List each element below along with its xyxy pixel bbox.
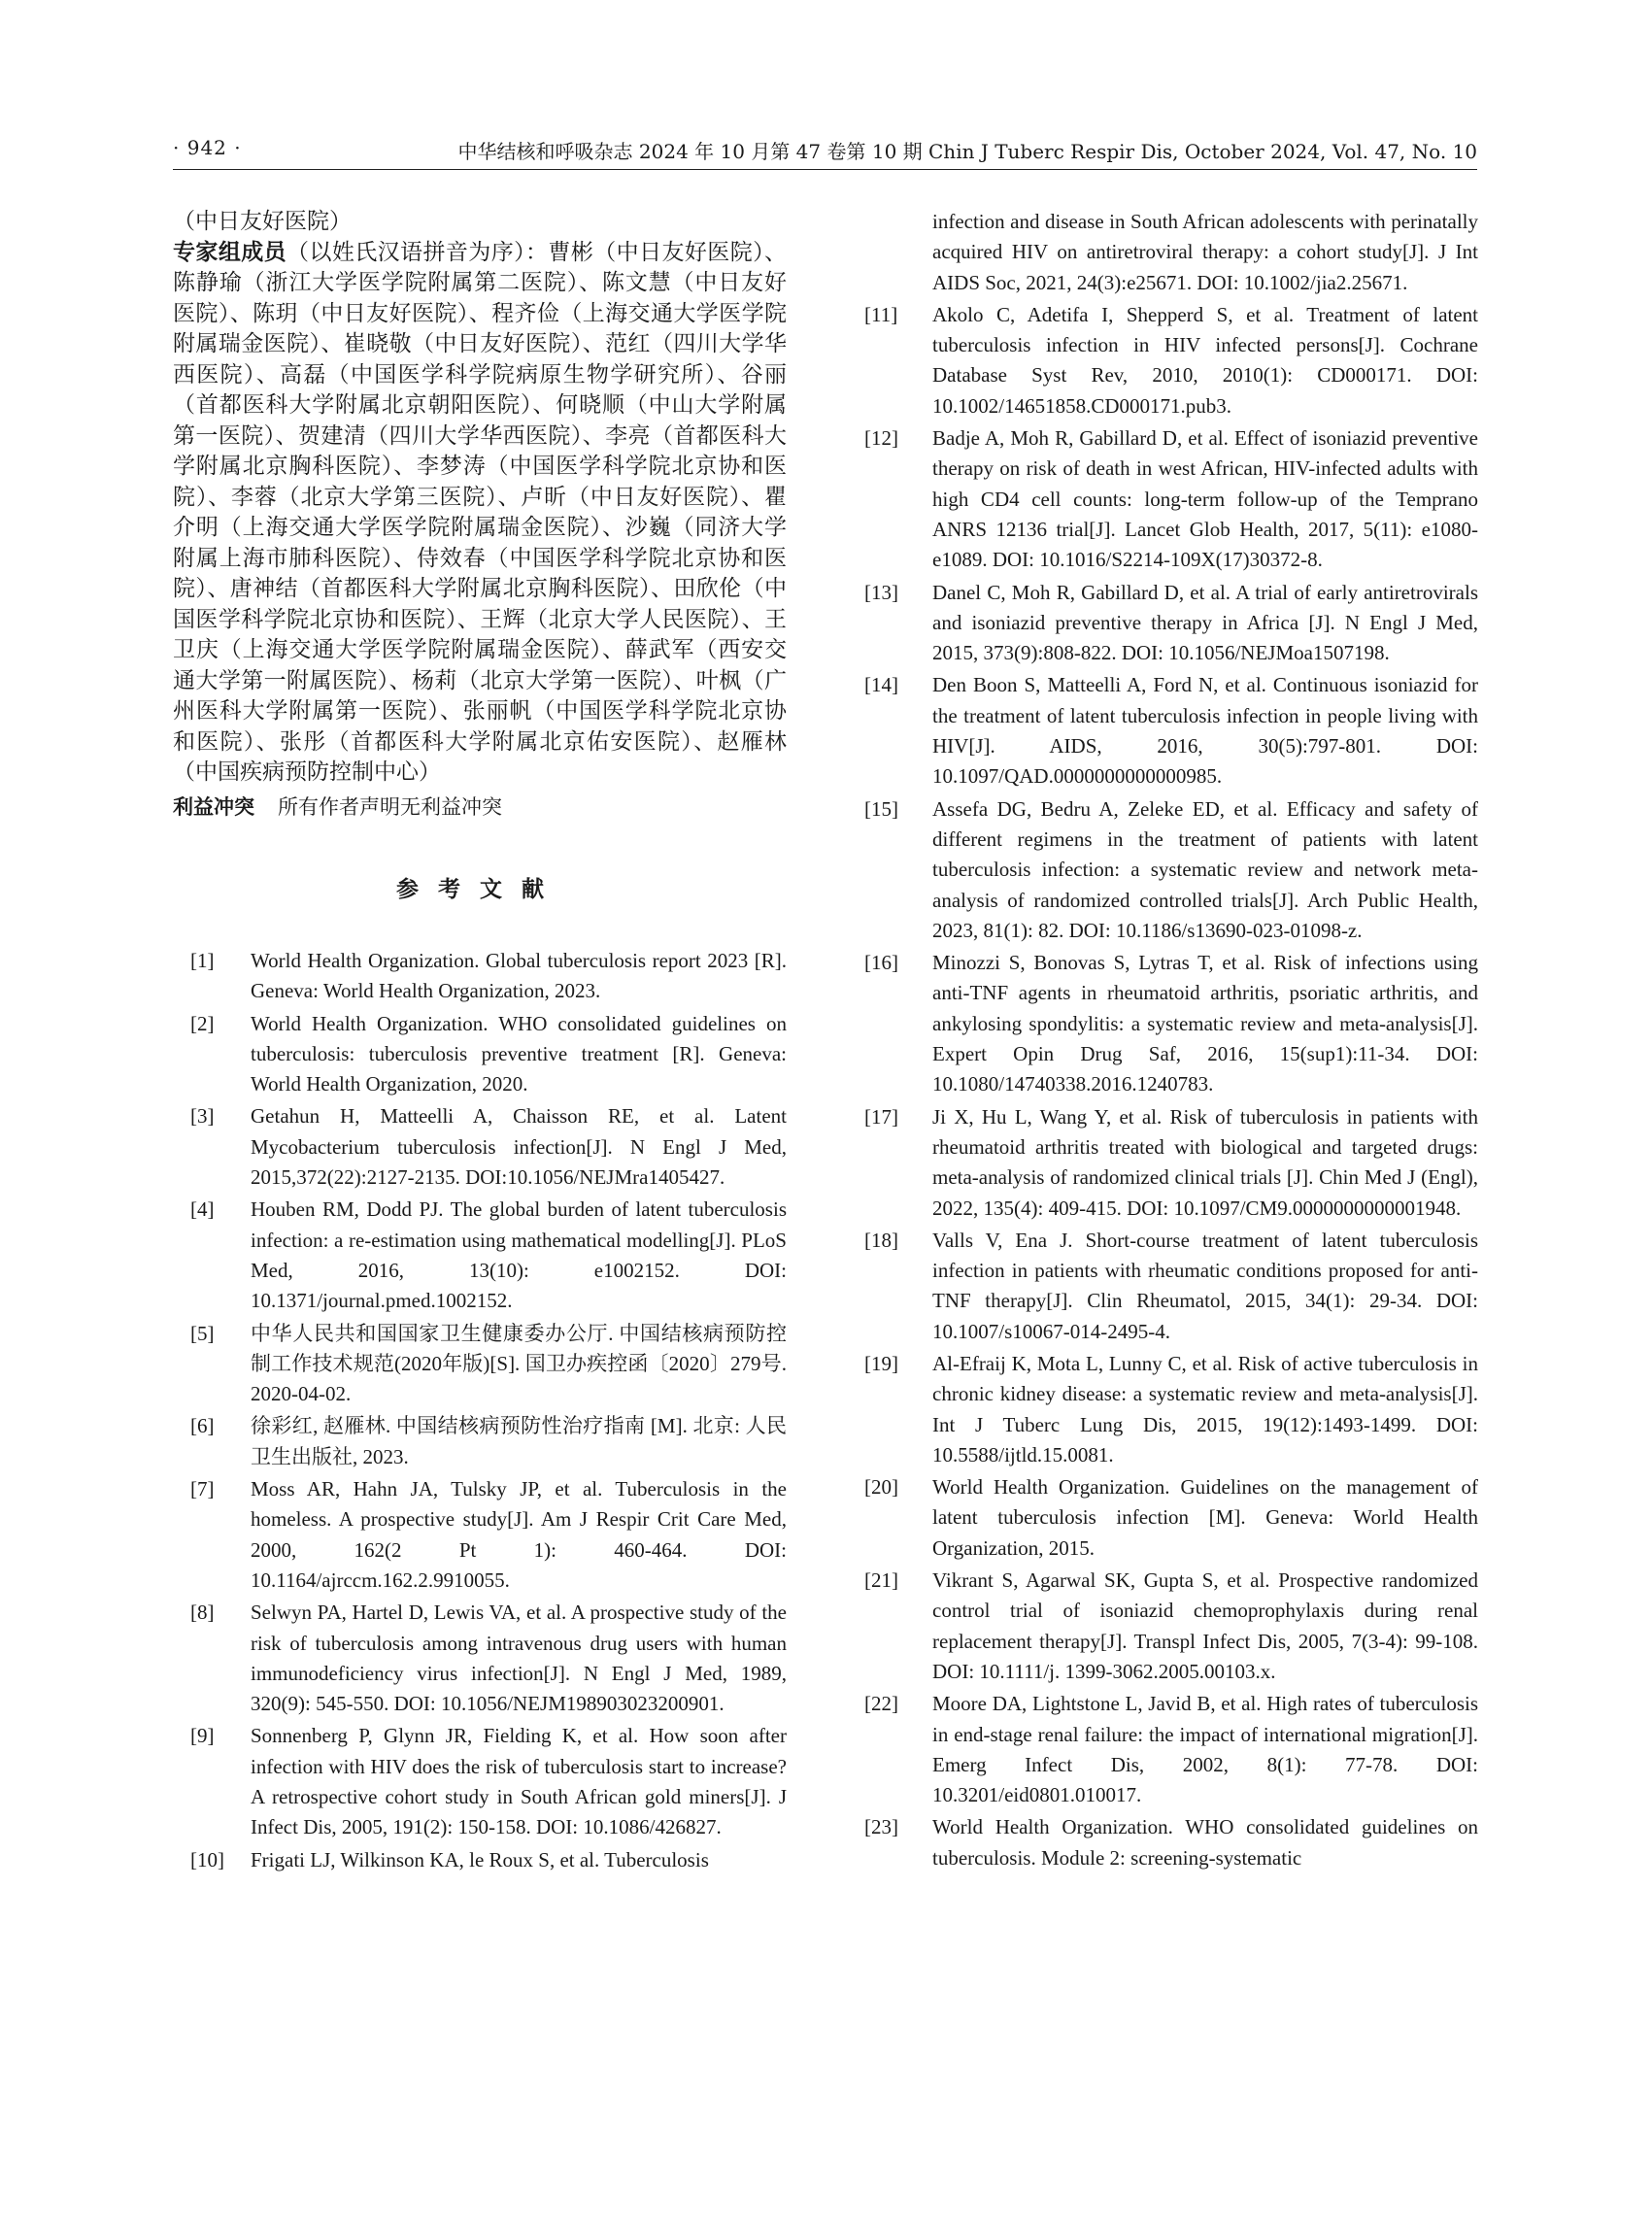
- reference-item: [864, 1566, 1478, 1687]
- reference-text: Akolo C, Adetifa I, Shepperd S, et al. Treatment of latent tuberculosis infection in HIV infected persons[J]. Cochrane Database Syst Rev, 2010, 2010(1): CD000171. DOI: 10.1002/14651858.CD000171.pub3.: [932, 302, 1478, 418]
- reference-item: [173, 1411, 787, 1472]
- reference-item: [173, 1474, 787, 1596]
- reference-text: Moss AR, Hahn JA, Tulsky JP, et al. Tuberculosis in the homeless. A prospective study[J]. Am J Respir Crit Care Med, 2000, 162(2 Pt 1): 460-464. DOI: 10.1164/ajrccm.162.2.9910055.: [251, 1477, 787, 1592]
- reference-number: [19]: [864, 1351, 898, 1375]
- reference-number: [2]: [190, 1011, 215, 1035]
- reference-number: [12]: [864, 426, 898, 451]
- reference-text: World Health Organization. WHO consolidated guidelines on tuberculosis: tuberculosis preventive treatment [R]. Geneva: World Health Organization, 2020.: [251, 1011, 787, 1096]
- reference-item: [864, 1349, 1478, 1470]
- reference-text: Vikrant S, Agarwal SK, Gupta S, et al. Prospective randomized control trial of isoniazid chemoprophylaxis during renal replacement therapy[J]. Transpl Infect Dis, 2005, 7(3-4): 99-108. DOI: 10.1111/j. 1399-3062.2005.00103.x.: [932, 1568, 1478, 1683]
- reference-text: Minozzi S, Bonovas S, Lytras T, et al. Risk of infections using anti-TNF agents in rheumatoid arthritis, psoriatic arthritis, and ankylosing spondylitis: a systematic review and meta-analysis[J]. Expert Opin Drug Saf, 2016, 15(sup1):11-34. DOI: 10.1080/14740338.2016.1240783.: [932, 951, 1478, 1096]
- reference-text: Danel C, Moh R, Gabillard D, et al. A trial of early antiretrovirals and isoniazid preventive therapy in Africa [J]. N Engl J Med, 2015, 373(9):808-822. DOI: 10.1056/NEJMoa1507198.: [932, 580, 1478, 665]
- reference-item: [173, 1009, 787, 1100]
- left-column: [173, 207, 787, 1877]
- reference-text: 中华人民共和国国家卫生健康委办公厅. 中国结核病预防控制工作技术规范(2020年版)[S]. 国卫办疾控函〔2020〕279号. 2020-04-02.: [251, 1321, 787, 1406]
- expert-panel-label: 专家组成员: [173, 239, 287, 265]
- reference-list-right: [864, 300, 1478, 1873]
- reference-number: [3]: [190, 1104, 215, 1129]
- reference-number: [11]: [864, 302, 898, 326]
- reference-number: [20]: [864, 1475, 898, 1500]
- reference-10-continuation: infection and disease in South African adolescents with perinatally acquired HIV on antiretroviral therapy: a cohort study[J]. J Int AIDS Soc, 2021, 24(3):e25671. DOI: 10.1002/jia2.25671.: [932, 210, 1478, 294]
- reference-text: Getahun H, Matteelli A, Chaisson RE, et al. Latent Mycobacterium tuberculosis infection[J]. N Engl J Med, 2015,372(22):2127-2135. DOI:10.1056/NEJMra1405427.: [251, 1104, 787, 1190]
- reference-item: [864, 300, 1478, 421]
- reference-number: [6]: [190, 1414, 215, 1438]
- reference-text: Moore DA, Lightstone L, Javid B, et al. High rates of tuberculosis in end-stage renal failure: the impact of international migration[J]. Emerg Infect Dis, 2002, 8(1): 77-78. DOI: 10.3201/eid0801.010017.: [932, 1692, 1478, 1807]
- reference-item: [173, 1195, 787, 1316]
- reference-text: Selwyn PA, Hartel D, Lewis VA, et al. A prospective study of the risk of tuberculosis among intravenous drug users with human immunodeficiency virus infection[J]. N Engl J Med, 1989, 320(9): 545-550. DOI: 10.1056/NEJM198903023200901.: [251, 1601, 787, 1716]
- reference-text: Ji X, Hu L, Wang Y, et al. Risk of tuberculosis in patients with rheumatoid arthritis treated with biological and targeted drugs: meta-analysis of randomized clinical trials [J]. Chin Med J (Engl), 2022, 135(4): 409-415. DOI: 10.1097/CM9.0000000000001948.: [932, 1104, 1478, 1220]
- reference-item: [864, 1226, 1478, 1347]
- reference-item: [173, 946, 787, 1007]
- reference-number: [7]: [190, 1477, 215, 1501]
- reference-item: [864, 794, 1478, 946]
- reference-item: [864, 1102, 1478, 1224]
- reference-number: [10]: [190, 1847, 224, 1871]
- right-column: [864, 207, 1478, 1875]
- reference-number: [13]: [864, 580, 898, 604]
- reference-number: [14]: [864, 673, 898, 697]
- reference-number: [23]: [864, 1815, 898, 1839]
- running-header: [173, 136, 1477, 170]
- reference-item: [864, 578, 1478, 669]
- reference-text: Valls V, Ena J. Short-course treatment of latent tuberculosis infection in patients with rheumatic conditions proposed for anti-TNF therapy[J]. Clin Rheumatol, 2015, 34(1): 29-34. DOI: 10.1007/s10067-014-2495-4.: [932, 1228, 1478, 1343]
- reference-item: [173, 1845, 787, 1875]
- page-number: · 942 ·: [173, 136, 242, 159]
- reference-text: World Health Organization. Guidelines on the management of latent tuberculosis infection [M]. Geneva: World Health Organization, 2015.: [932, 1475, 1478, 1560]
- reference-number: [15]: [864, 796, 898, 821]
- reference-number: [22]: [864, 1692, 898, 1716]
- reference-item: [173, 1721, 787, 1842]
- reference-item: [173, 1101, 787, 1193]
- journal-citation: 中华结核和呼吸杂志 2024 年 10 月第 47 卷第 10 期 Chin J Tuberc Respir Dis, October 2024, Vol. 47, No. 10: [457, 140, 1477, 163]
- reference-item: [864, 1812, 1478, 1873]
- coi-label: 利益冲突: [173, 794, 254, 819]
- reference-text: Frigati LJ, Wilkinson KA, le Roux S, et al. Tuberculosis: [251, 1847, 709, 1871]
- references-heading: 参考文献: [396, 877, 563, 902]
- reference-item: [173, 1319, 787, 1410]
- reference-number: [8]: [190, 1601, 215, 1625]
- reference-text: Al-Efraij K, Mota L, Lunny C, et al. Risk of active tuberculosis in chronic kidney disease: a systematic review and meta-analysis[J]. Int J Tuberc Lung Dis, 2015, 19(12):1493-1499. DOI: 10.5588/ijtld.15.0081.: [932, 1351, 1478, 1466]
- coi-text: 所有作者声明无利益冲突: [278, 794, 502, 819]
- reference-text: World Health Organization. Global tuberculosis report 2023 [R]. Geneva: World Health Organization, 2023.: [251, 949, 787, 1003]
- reference-item: [864, 948, 1478, 1099]
- conflict-of-interest: [173, 792, 787, 824]
- reference-number: [16]: [864, 951, 898, 975]
- reference-number: [18]: [864, 1228, 898, 1252]
- reference-number: [17]: [864, 1104, 898, 1129]
- reference-number: [1]: [190, 949, 215, 972]
- reference-number: [21]: [864, 1568, 898, 1593]
- reference-text: Assefa DG, Bedru A, Zeleke ED, et al. Efficacy and safety of different regimens in the treatment of patients with latent tuberculosis infection: a systematic review and network meta-analysis of randomized controlled trials[J]. Arch Public Health, 2023, 81(1): 82. DOI: 10.1186/s13690-023-01098-z.: [932, 796, 1478, 942]
- reference-number: [4]: [190, 1197, 215, 1222]
- reference-number: [9]: [190, 1724, 215, 1748]
- reference-item: [864, 423, 1478, 575]
- reference-number: [5]: [190, 1321, 215, 1345]
- reference-text: Houben RM, Dodd PJ. The global burden of latent tuberculosis infection: a re-estimation using mathematical modelling[J]. PLoS Med, 2016, 13(10): e1002152. DOI: 10.1371/journal.pmed.1002152.: [251, 1197, 787, 1313]
- expert-panel-text: （以姓氏汉语拼音为序）：曹彬（中日友好医院）、陈静瑜（浙江大学医学院附属第二医院）、陈文慧（中日友好医院）、陈玥（中日友好医院）、程齐俭（上海交通大学医学院附属瑞金医院）、崔晓敬（中日友好医院）、范红（四川大学华西医院）、高磊（中国医学科学院病原生物学研究所）、谷丽（首都医科大学附属北京朝阳医院）、何晓顺（中山大学附属第一医院）、贺建清（四川大学华西医院）、李亮（首都医科大学附属北京胸科医院）、李梦涛（中国医学科学院北京协和医院）、李蓉（北京大学第三医院）、卢昕（中日友好医院）、瞿介明（上海交通大学医学院附属瑞金医院）、沙巍（同济大学附属上海市肺科医院）、侍效春（中国医学科学院北京协和医院）、唐神结（首都医科大学附属北京胸科医院）、田欣伦（中国医学科学院北京协和医院）、王辉（北京大学人民医院）、王卫庆（上海交通大学医学院附属瑞金医院）、薛武军（西安交通大学第一附属医院）、杨莉（北京大学第一医院）、叶枫（广州医科大学附属第一医院）、张丽帆（中国医学科学院北京协和医院）、张彤（首都医科大学附属北京佑安医院）、赵雁林（中国疾病预防控制中心）: [173, 239, 788, 785]
- reference-list-left: [173, 946, 787, 1875]
- reference-item: [864, 670, 1478, 792]
- reference-text: World Health Organization. WHO consolidated guidelines on tuberculosis. Module 2: screening-systematic: [932, 1815, 1478, 1870]
- reference-text: Sonnenberg P, Glynn JR, Fielding K, et al. How soon after infection with HIV does the risk of tuberculosis start to increase? A retrospective cohort study in South African gold miners[J]. J Infect Dis, 2005, 191(2): 150-158. DOI: 10.1086/426827.: [251, 1724, 787, 1839]
- reference-item: [173, 1598, 787, 1719]
- reference-text: Badje A, Moh R, Gabillard D, et al. Effect of isoniazid preventive therapy on risk of death in west African, HIV-infected adults with high CD4 cell counts: long-term follow-up of the Temprano ANRS 12136 trial[J]. Lancet Glob Health, 2017, 5(11): e1080-e1089. DOI: 10.1016/S2214-109X(17)30372-8.: [932, 426, 1478, 572]
- reference-item: [864, 1472, 1478, 1564]
- expert-panel: [173, 238, 787, 789]
- reference-text: 徐彩红, 赵雁林. 中国结核病预防性治疗指南 [M]. 北京: 人民卫生出版社, 2023.: [251, 1414, 787, 1468]
- affiliation-tail: （中日友好医院）: [173, 209, 352, 234]
- reference-item: [864, 1689, 1478, 1810]
- reference-text: Den Boon S, Matteelli A, Ford N, et al. Continuous isoniazid for the treatment of latent tuberculosis infection in people living with HIV[J]. AIDS, 2016, 30(5):797-801. DOI: 10.1097/QAD.0000000000000985.: [932, 673, 1478, 789]
